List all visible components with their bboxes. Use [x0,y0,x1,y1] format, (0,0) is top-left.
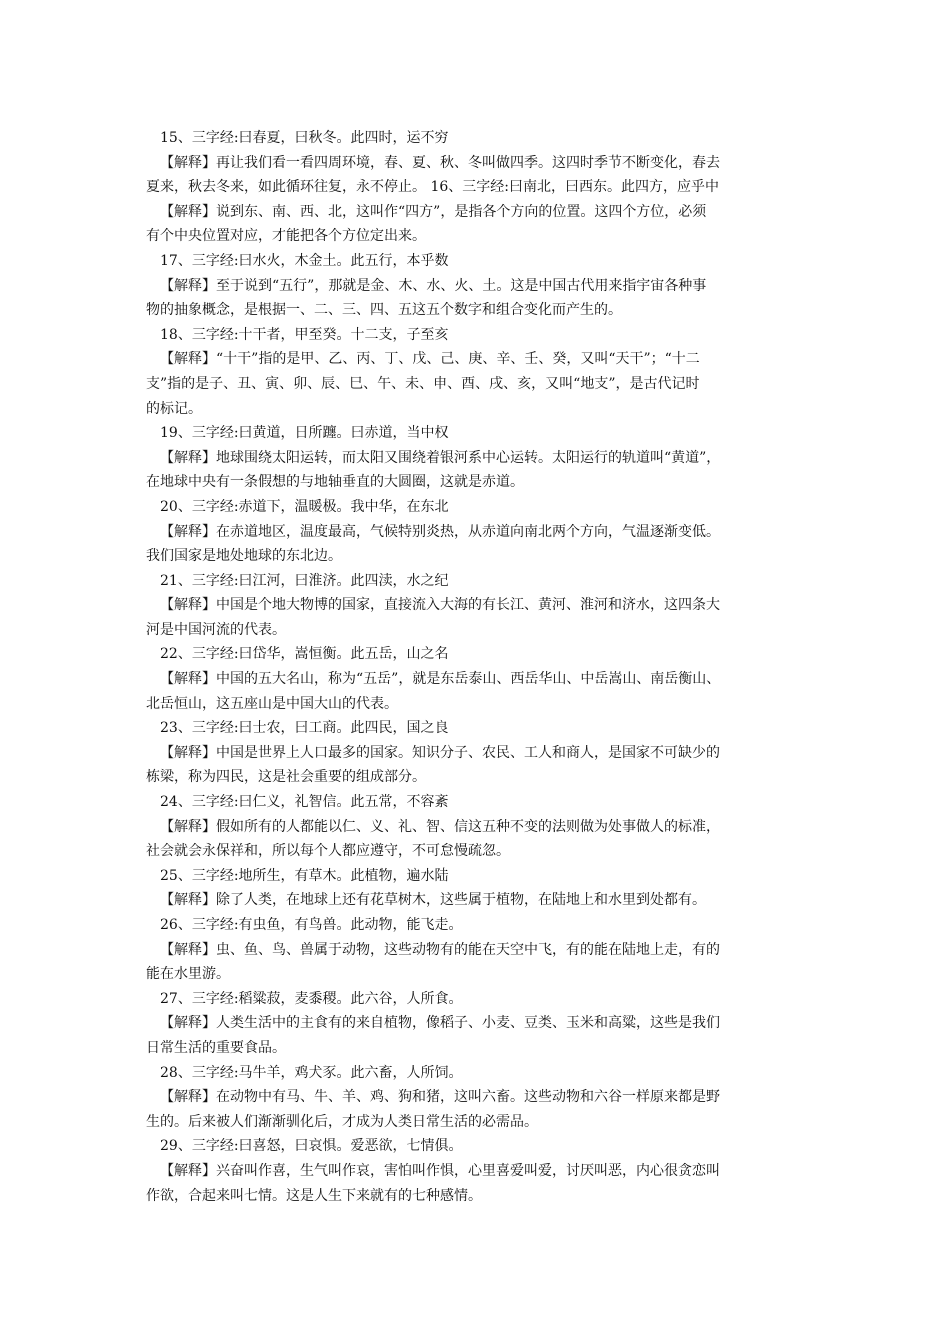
text-line: 河是中国河流的代表。 [146,621,286,638]
text-line: 北岳恒山，这五座山是中国大山的代表。 [146,695,398,712]
text-line: 【解释】地球围绕太阳运转，而太阳又围绕着银河系中心运转。太阳运行的轨道叫“黄道”， [160,449,721,466]
text-line: 25、三字经:地所生，有草木。此植物，遍水陆 [160,867,449,884]
document-page [146,126,806,1208]
text-line: 【解释】“十干”指的是甲、乙、丙、丁、戊、己、庚、辛、壬、癸，又叫“天干”；“十二 [160,351,700,368]
text-line: 生的。后来被人们渐渐驯化后，才成为人类日常生活的必需品。 [146,1113,538,1130]
text-line: 15、三字经:曰春夏，曰秋冬。此四时，运不穷 [160,130,449,146]
text-line: 28、三字经:马牛羊，鸡犬豕。此六畜，人所饲。 [160,1064,463,1081]
text-line: 有个中央位置对应，才能把各个方位定出来。 [146,228,426,245]
text-line: 【解释】除了人类，在地球上还有花草树木，这些属于植物，在陆地上和水里到处都有。 [160,892,706,909]
text-line: 日常生活的重要食品。 [146,1039,286,1056]
text-line: 夏来，秋去冬来，如此循环往复，永不停止。 16、三字经:曰南北，曰西东。此四方，应乎中 [146,179,719,196]
text-line: 19、三字经:曰黄道，日所躔。曰赤道，当中权 [160,425,449,442]
text-line: 栋梁，称为四民，这是社会重要的组成部分。 [146,769,426,786]
text-line: 【解释】再让我们看一看四周环境，春、夏、秋、冬叫做四季。这四时季节不断变化，春去 [160,154,720,171]
text-line: 我们国家是地处地球的东北边。 [146,548,342,565]
text-line: 【解释】中国的五大名山，称为“五岳”，就是东岳泰山、西岳华山、中岳嵩山、南岳衡山、 [160,671,721,688]
text-line: 23、三字经:曰士农，曰工商。此四民，国之良 [160,720,449,737]
text-line: 【解释】虫、鱼、鸟、兽属于动物，这些动物有的能在天空中飞，有的能在陆地上走，有的 [160,941,720,958]
text-line: 【解释】人类生活中的主食有的来自植物，像稻子、小麦、豆类、玉米和高粱，这些是我们 [160,1015,720,1032]
text-line: 物的抽象概念，是根据一、二、三、四、五这五个数字和组合变化而产生的。 [146,302,622,319]
text-line: 作欲，合起来叫七情。这是人生下来就有的七种感情。 [146,1187,482,1204]
text-line: 29、三字经:曰喜怒，曰哀惧。爱恶欲，七情俱。 [160,1138,463,1155]
text-line: 【解释】在赤道地区，温度最高，气候特别炎热，从赤道向南北两个方向，气温逐渐变低。 [160,523,720,540]
text-line: 24、三字经:曰仁义，礼智信。此五常，不容紊 [160,794,449,811]
text-line: 【解释】在动物中有马、牛、羊、鸡、狗和猪，这叫六畜。这些动物和六谷一样原来都是野 [160,1089,720,1106]
text-line: 能在水里游。 [146,966,230,983]
text-line: 21、三字经:曰江河，曰淮济。此四渎，水之纪 [160,572,449,589]
text-line: 27、三字经:稻粱菽，麦黍稷。此六谷，人所食。 [160,990,463,1007]
text-line: 20、三字经:赤道下，温暖极。我中华，在东北 [160,498,449,515]
text-line: 【解释】假如所有的人都能以仁、义、礼、智、信这五种不变的法则做为处事做人的标准， [160,818,720,835]
text-line: 26、三字经:有虫鱼，有鸟兽。此动物，能飞走。 [160,917,463,933]
text-line: 【解释】至于说到“五行”，那就是金、木、水、火、土。这是中国古代用来指宇宙各种事 [160,277,707,294]
text-line: 【解释】兴奋叫作喜，生气叫作哀，害怕叫作惧，心里喜爱叫爱，讨厌叫恶，内心很贪恋叫 [160,1162,720,1179]
text-line: 17、三字经:曰水火，木金土。此五行，本乎数 [160,252,449,269]
text-line: 支”指的是子、丑、寅、卯、辰、巳、午、未、申、酉、戌、亥，又叫“地支”，是古代记时 [146,375,700,392]
text-line: 在地球中央有一条假想的与地轴垂直的大圆圈，这就是赤道。 [146,474,524,491]
text-line: 【解释】说到东、南、西、北，这叫作“四方”，是指各个方向的位置。这四个方位，必须 [160,203,707,220]
text-line: 18、三字经:十干者，甲至癸。十二支，子至亥 [160,326,449,343]
text-line: 的标记。 [146,400,202,417]
text-line: 【解释】中国是世界上人口最多的国家。知识分子、农民、工人和商人，是国家不可缺少的 [160,744,720,761]
text-line: 社会就会永保祥和，所以每个人都应遵守，不可怠慢疏忽。 [146,843,510,860]
text-line: 22、三字经:曰岱华，嵩恒衡。此五岳，山之名 [160,646,449,663]
text-line: 【解释】中国是个地大物博的国家，直接流入大海的有长江、黄河、淮河和济水，这四条大 [160,597,720,614]
